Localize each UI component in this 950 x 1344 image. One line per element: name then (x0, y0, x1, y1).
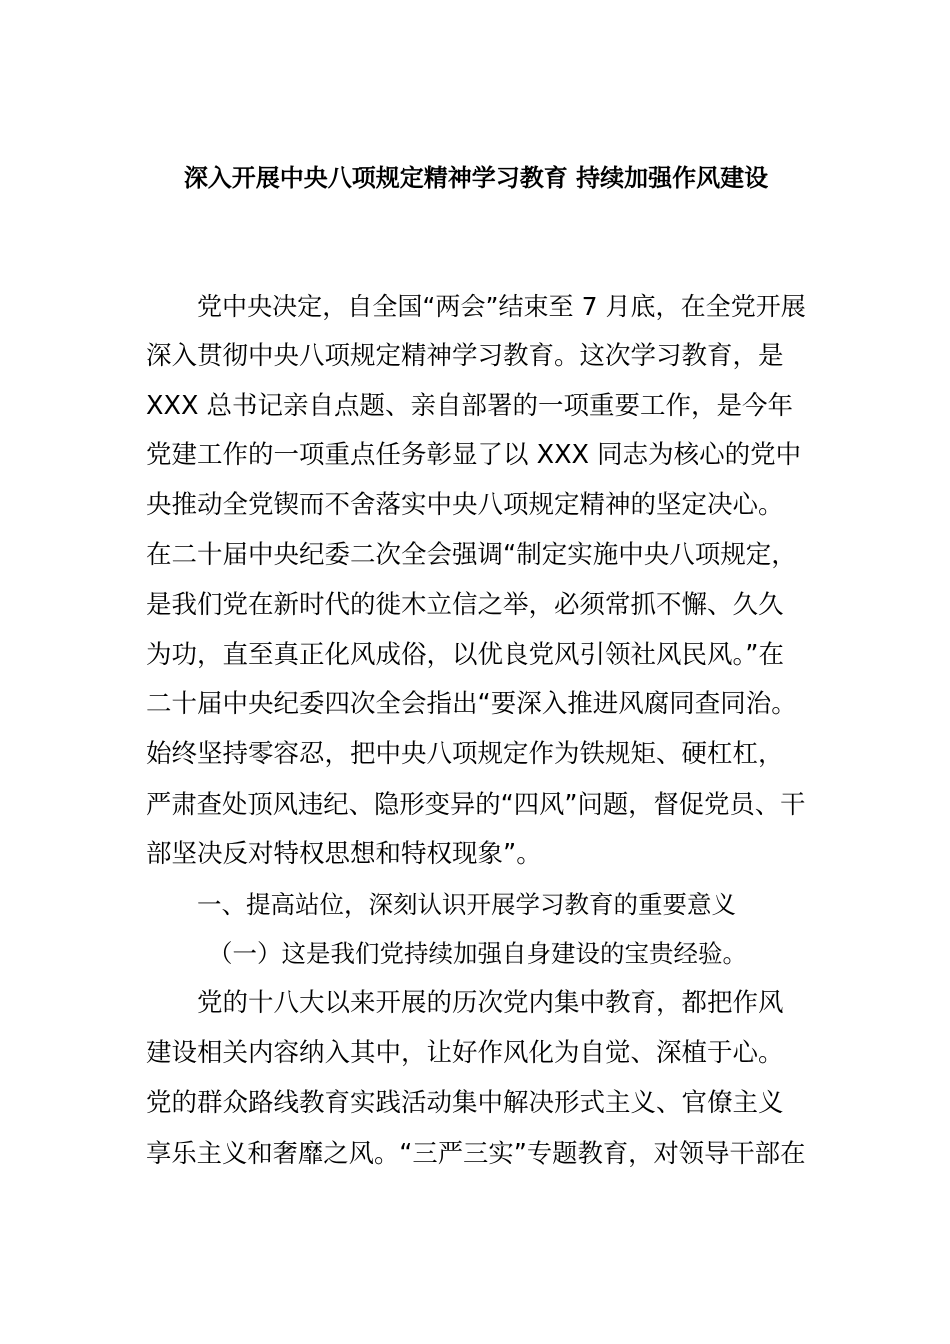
body-line: 在二十届中央纪委二次全会强调“制定实施中央八项规定， (146, 539, 797, 570)
body-line: 党的十八大以来开展的历次党内集中教育，都把作风 (197, 988, 784, 1019)
document-title: 深入开展中央八项规定精神学习教育 持续加强作风建设 (183, 164, 769, 192)
subsection-heading: （一）这是我们党持续加强自身建设的宝贵经验。 (208, 939, 747, 969)
body-line: 党中央决定，自全国“两会”结束至 7 月底，在全党开展 (197, 292, 806, 321)
body-line: 为功，直至真正化风成俗，以优良党风引领社风民风。”在 (146, 639, 784, 670)
body-line: 始终坚持零容忍，把中央八项规定作为铁规矩、硬杠杠， (146, 739, 784, 770)
body-line: XXX 总书记亲自点题、亲自部署的一项重要工作，是今年 (146, 390, 794, 421)
body-line: 严肃查处顶风违纪、隐形变异的“四风”问题，督促党员、干 (146, 788, 806, 819)
body-line: 深入贯彻中央八项规定精神学习教育。这次学习教育，是 (146, 340, 784, 371)
body-line: 享乐主义和奢靡之风。“三严三实”专题教育，对领导干部在 (146, 1137, 806, 1168)
body-line: 党的群众路线教育实践活动集中解决形式主义、官僚主义 (146, 1087, 784, 1118)
body-line: 是我们党在新时代的徙木立信之举，必须常抓不懈、久久 (146, 589, 784, 620)
body-line: 央推动全党锲而不舍落实中央八项规定精神的坚定决心。 (146, 490, 784, 521)
document-body (146, 282, 806, 1178)
body-line: 建设相关内容纳入其中，让好作风化为自觉、深植于心。 (146, 1037, 784, 1068)
body-line: 党建工作的一项重点任务彰显了以 XXX 同志为核心的党中 (146, 440, 802, 471)
section-heading: 一、提高站位，深刻认识开展学习教育的重要意义 (197, 889, 736, 919)
body-line: 部坚决反对特权思想和特权现象”。 (146, 838, 542, 869)
body-line: 二十届中央纪委四次全会指出“要深入推进风腐同查同治。 (146, 689, 797, 720)
